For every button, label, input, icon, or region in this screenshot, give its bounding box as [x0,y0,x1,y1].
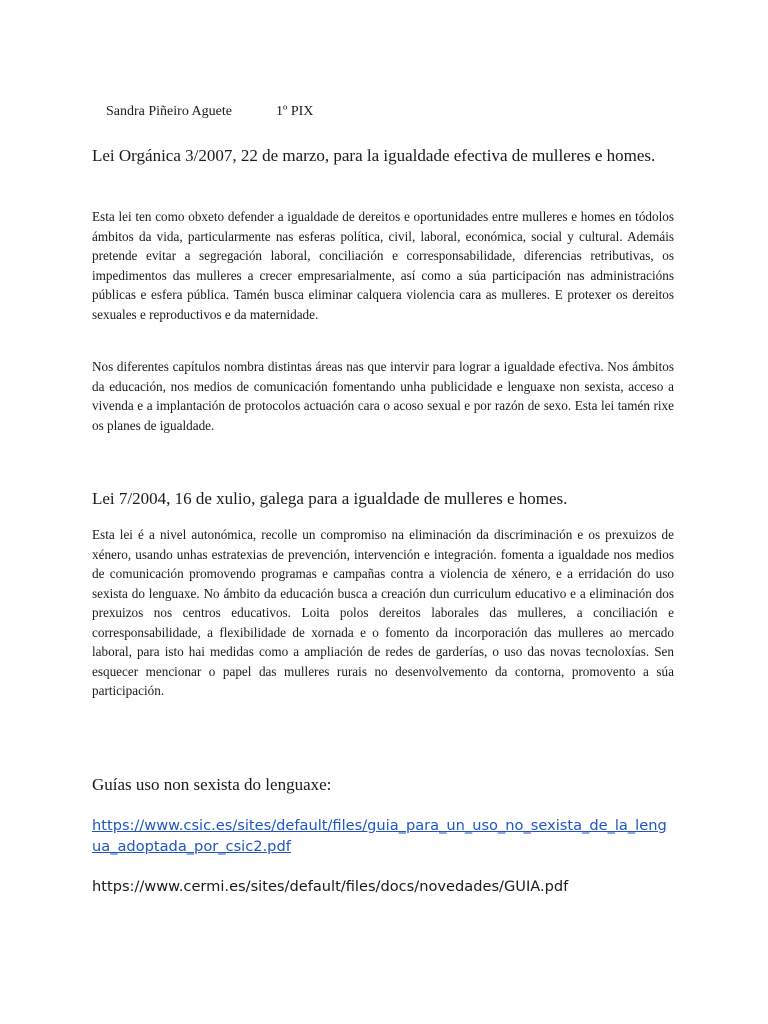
section-title-guides: Guías uso non sexista do lenguaxe: [92,775,332,794]
guide-url-cermi: https://www.cermi.es/sites/default/files/docs/novedades/GUIA.pdf [92,878,569,895]
author-name: Sandra Piñeiro Aguete [106,104,232,119]
paragraph-galician-law: Esta lei é a nivel autonómica, recolle un compromiso na eliminación da discriminación e os prexuizos de xénero, usando unhas estratexias de prevención, intervención e integración. fomenta a igualdade nos medios de comunicación promovendo programas e campañas contra a violencia de xénero, e a erridación do uso sexista do lenguaxe. No ámbito da educación busca a creación dun curriculum educativo e a eliminación dos prexuizos nos centros educativos. Loita polos dereitos laborales das mulleres, a conciliación e corresponsabilidade, a flexibilidade de xornada e o fomento da incorporación das mulleres ao mercado laboral, para isto hai medidas como a ampliación de redes de garderías, o uso das novas tecnoloxías. Sen esquecer mencionar o papel das mulleres rurais no desenvolvemento da contorna, promovento a súa participación. [92,527,674,698]
paragraph-organic-law-objective: Esta lei ten como obxeto defender a igualdade de dereitos e oportunidades entre mulleres e homes en tódolos ámbitos da vida, particularmente nas esferas política, civil, laboral, económica, social y cultural. Ademáis pretende evitar a segregación laboral, conciliación e corresponsabilidade, diferencias retributivas, os impedimentos das mulleres a crecer empresarialmente, así como a súa participación nas administracións públicas e esfera pública. Tamén busca eliminar calquera violencia cara as mulleres. E protexer os dereitos sexuales e reproductivos e da maternidade. [92,209,674,322]
section-title-galician-law: Lei 7/2004, 16 de xulio, galega para a igualdade de mulleres e homes. [92,489,568,508]
section-title-organic-law: Lei Orgánica 3/2007, 22 de marzo, para la igualdade efectiva de mulleres e homes. [92,146,656,165]
guide-link-csic[interactable]: https://www.csic.es/sites/default/files/guia_para_un_uso_no_sexista_de_la_lengua_adoptada_por_csic2.pdf [92,817,667,855]
course-label: 1º PIX [276,104,314,119]
document-header [92,88,313,136]
paragraph-organic-law-chapters: Nos diferentes capítulos nombra distintas áreas nas que intervir para lograr a igualdade efectiva. Nos ámbitos da educación, nos medios de comunicación fomentando unha publicidade e lenguaxe non sexista, acceso a vivenda e a implantación de protocolos actuación cara o acoso sexual e por razón de sexo. Esta lei tamén rixe os planes de igualdade. [92,359,674,433]
